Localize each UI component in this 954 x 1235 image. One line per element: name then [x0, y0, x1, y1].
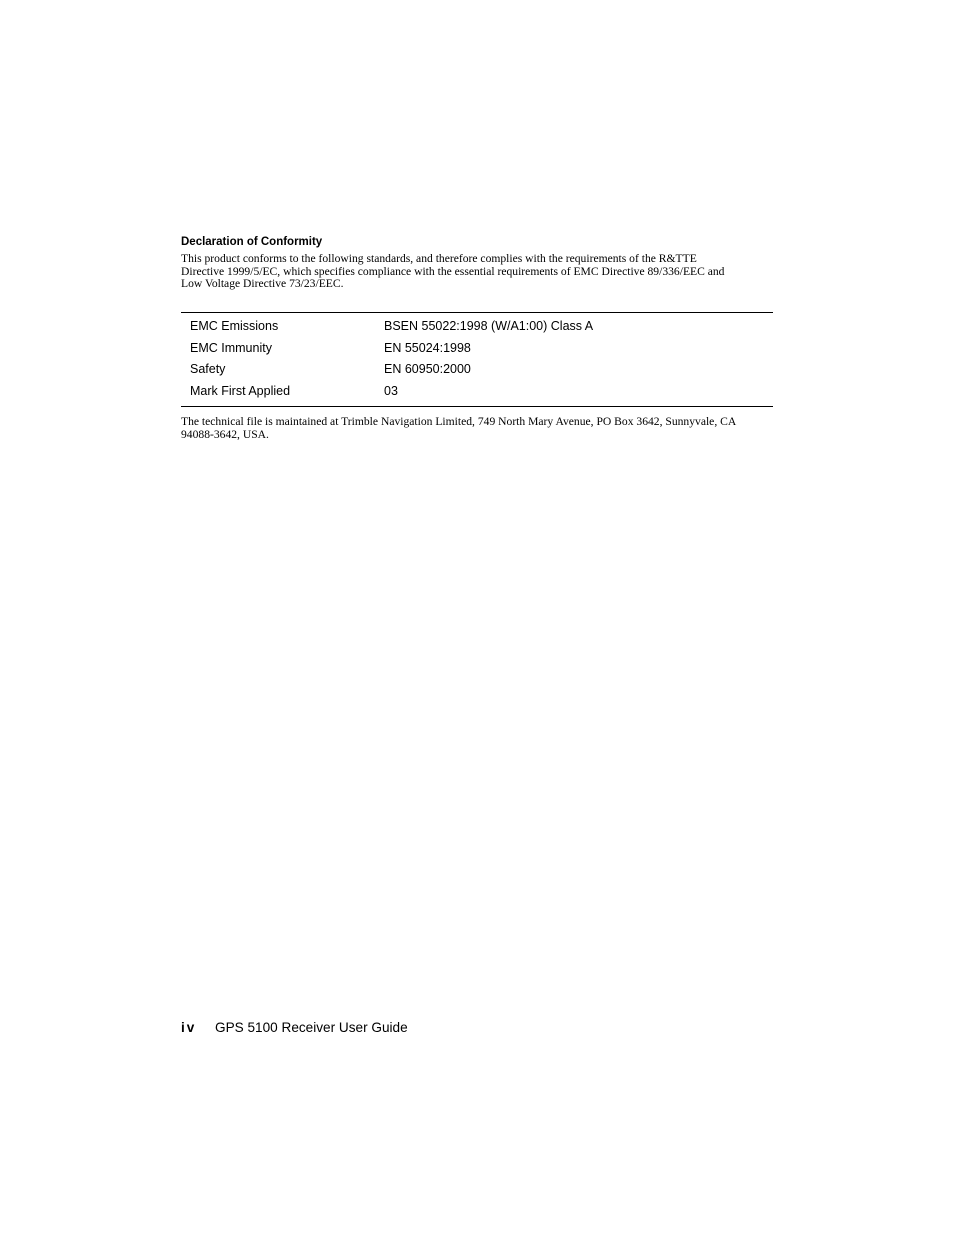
standard-value: BSEN 55022:1998 (W/A1:00) Class A	[384, 318, 594, 333]
intro-line: Directive 1999/5/EC, which specifies compliance with the essential requirements of EMC Directive 89/336/EEC and	[181, 264, 725, 278]
table-row	[181, 337, 773, 359]
intro-paragraph	[181, 253, 777, 291]
standard-value: 03	[384, 383, 398, 398]
standard-label: Mark First Applied	[190, 383, 291, 398]
standard-label: EMC Emissions	[190, 318, 279, 333]
technical-file-note	[181, 416, 777, 441]
standards-table	[181, 312, 773, 407]
intro-line: Low Voltage Directive 73/23/EEC.	[181, 277, 344, 291]
page-footer	[181, 1019, 408, 1037]
table-row	[181, 315, 773, 337]
table-row	[181, 380, 773, 402]
table-row	[181, 358, 773, 380]
standard-value: EN 60950:2000	[384, 362, 471, 377]
footnote-line: 94088-3642, USA.	[181, 427, 269, 441]
section-heading: Declaration of Conformity	[181, 236, 323, 248]
standard-label: Safety	[190, 362, 226, 377]
standard-label: EMC Immunity	[190, 340, 272, 355]
guide-title: GPS 5100 Receiver User Guide	[215, 1020, 408, 1035]
intro-line: This product conforms to the following standards, and therefore complies with the requirements of the R&TTE	[181, 252, 697, 265]
page-number: iv	[181, 1020, 197, 1035]
standard-value: EN 55024:1998	[384, 340, 471, 355]
footnote-line: The technical file is maintained at Trimble Navigation Limited, 749 North Mary Avenue, PO Box 3642, Sunnyvale, CA	[181, 415, 737, 428]
